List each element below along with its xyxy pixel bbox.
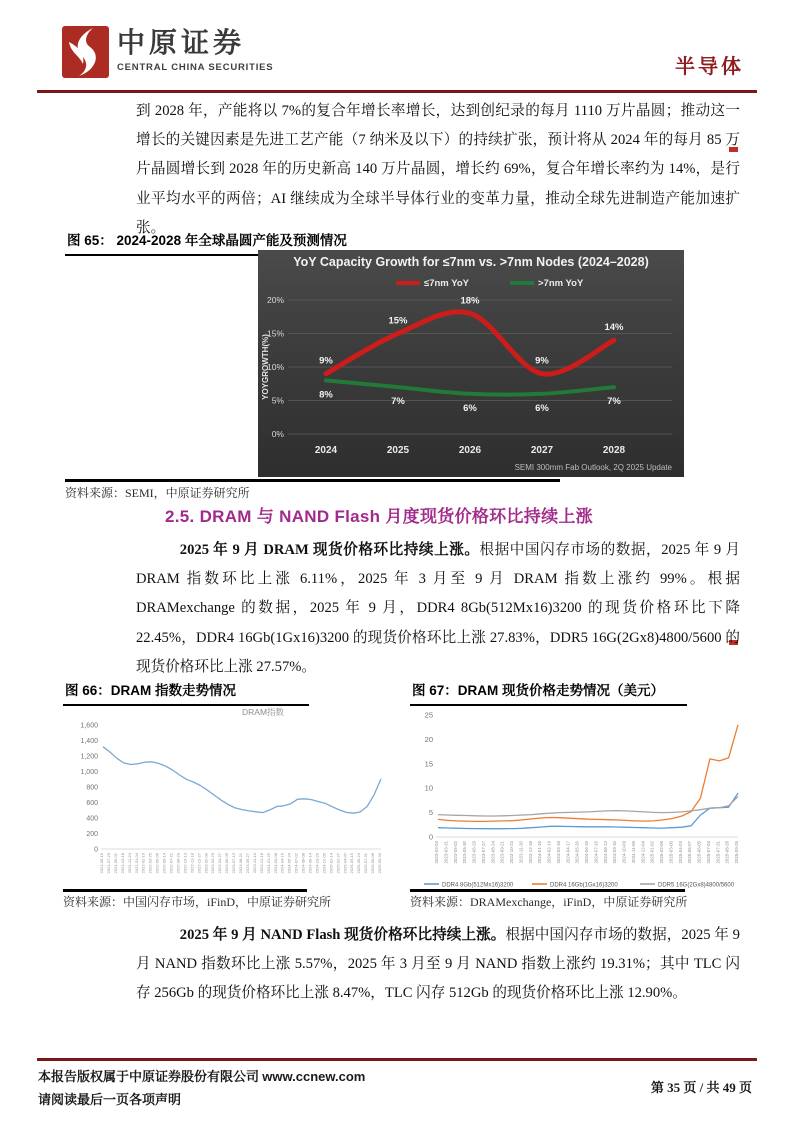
svg-text:SEMI 300mm Fab Outlook, 2Q 202: SEMI 300mm Fab Outlook, 2Q 2025 Update xyxy=(514,463,672,472)
nand-detail-text: 根据中国闪存市场的数据，2025 年 9 月 NAND 指数环比上涨 5.57%，2025 年 3 月至 9 月 NAND 指数上涨约 19.31%；其中 TLC 闪存 256Gb 的现货价格环比上涨 8.47%，TLC 闪存 512Gb 的现货价格环比上涨 12.90%。 xyxy=(136,927,740,1002)
svg-text:DDR5 16G(2Gx8)4800/5600: DDR5 16G(2Gx8)4800/5600 xyxy=(658,882,735,889)
yoy-capacity-growth-chart xyxy=(258,250,684,477)
svg-text:2024-01-25: 2024-01-25 xyxy=(265,853,271,874)
svg-text:2021-07-23: 2021-07-23 xyxy=(106,853,111,874)
svg-text:2023-06-06: 2023-06-06 xyxy=(224,853,230,874)
company-name-cn: 中原证券 xyxy=(117,28,246,59)
svg-text:2025-03-06: 2025-03-06 xyxy=(668,841,674,864)
svg-text:400: 400 xyxy=(86,815,98,823)
svg-text:2023-05-02: 2023-05-02 xyxy=(452,841,458,864)
svg-text:0%: 0% xyxy=(271,429,284,439)
svg-text:2023-08-24: 2023-08-24 xyxy=(490,841,496,864)
body-paragraph-dram xyxy=(136,536,740,682)
figure-67-bottom-rule xyxy=(410,889,685,892)
svg-text:2025-09-30: 2025-09-30 xyxy=(377,853,382,874)
svg-text:2023-03-31: 2023-03-31 xyxy=(443,841,449,864)
svg-text:2022-08-29: 2022-08-29 xyxy=(175,853,181,874)
figure-65-chart xyxy=(258,250,684,477)
svg-text:2025-07-31: 2025-07-31 xyxy=(363,853,369,874)
svg-text:18%: 18% xyxy=(460,295,480,307)
header-rule xyxy=(37,90,757,93)
svg-text:>7nm YoY: >7nm YoY xyxy=(538,278,584,289)
svg-text:1,200: 1,200 xyxy=(80,753,98,761)
svg-text:2024-10-09: 2024-10-09 xyxy=(621,841,627,864)
svg-text:2024: 2024 xyxy=(314,445,338,456)
footer-rule xyxy=(37,1058,757,1061)
svg-text:2025-01-14: 2025-01-14 xyxy=(328,853,334,874)
company-brand xyxy=(117,29,273,73)
svg-text:2025-05-15: 2025-05-15 xyxy=(349,853,355,874)
footer-disclaimer: 请阅读最后一页各项声明 xyxy=(38,1092,182,1107)
svg-text:2022-10-13: 2022-10-13 xyxy=(182,853,188,874)
svg-text:2024-10-29: 2024-10-29 xyxy=(314,853,320,874)
svg-text:15%: 15% xyxy=(388,315,408,327)
dram-index-chart xyxy=(63,703,385,887)
svg-text:2027: 2027 xyxy=(530,445,554,456)
svg-text:2023-03-03: 2023-03-03 xyxy=(434,841,439,864)
svg-text:10: 10 xyxy=(424,783,433,793)
svg-text:5%: 5% xyxy=(271,395,284,406)
svg-text:2024-03-18: 2024-03-18 xyxy=(555,841,561,864)
svg-text:7%: 7% xyxy=(391,396,405,408)
svg-text:YOYGROWTH(%): YOYGROWTH(%) xyxy=(261,334,270,400)
footer-copyright xyxy=(38,1066,365,1085)
svg-text:2023-11-20: 2023-11-20 xyxy=(518,841,524,864)
svg-text:2021-06-15: 2021-06-15 xyxy=(99,853,104,874)
svg-text:2022-03-25: 2022-03-25 xyxy=(147,853,153,874)
svg-text:2024-09-10: 2024-09-10 xyxy=(612,841,618,864)
svg-text:2023-08-21: 2023-08-21 xyxy=(238,853,243,874)
body-paragraph-capacity: 到 2028 年，产能将以 7%的复合年增长率增长，达到创纪录的每月 1110 万片晶圆；推动这一增长的关键因素是先进工艺产能（7 纳米及以下）的持续扩张，预计将从 2024 年的每月 85 万片晶圆增长到 2028 年的历史新高 140 万片晶圆，增长约 69%，复合年增长率约为 14%，是行业平均水平的两倍；AI 继续成为全球半导体行业的变革力量，推动全球先进制造产能加速扩张。 xyxy=(136,103,740,236)
svg-text:2025-06-05: 2025-06-05 xyxy=(696,841,702,864)
dram-lead-sentence: 2025 年 9 月 DRAM 现货价格环比持续上涨。 xyxy=(179,542,480,558)
svg-text:2025-07-03: 2025-07-03 xyxy=(705,841,711,864)
svg-text:9%: 9% xyxy=(319,355,333,367)
figure-66-source: 资料来源：中国闪存市场，iFinD，中原证券研究所 xyxy=(63,895,332,909)
svg-text:600: 600 xyxy=(86,800,98,807)
svg-text:2024-03-08: 2024-03-08 xyxy=(272,853,278,874)
svg-text:200: 200 xyxy=(86,831,98,838)
svg-text:2025-07-31: 2025-07-31 xyxy=(715,841,721,864)
svg-text:2024-05-20: 2024-05-20 xyxy=(574,841,580,864)
svg-text:1,400: 1,400 xyxy=(80,738,98,745)
svg-text:2025-02-27: 2025-02-27 xyxy=(335,853,341,874)
svg-text:2023-05-30: 2023-05-30 xyxy=(462,841,468,864)
svg-text:≤7nm YoY: ≤7nm YoY xyxy=(424,278,469,289)
svg-text:DDR4 8Gb(512Mx16)3200: DDR4 8Gb(512Mx16)3200 xyxy=(442,882,514,889)
figure-66-chart xyxy=(63,703,385,892)
svg-text:2024-01-16: 2024-01-16 xyxy=(537,841,543,864)
svg-text:0: 0 xyxy=(94,846,98,854)
svg-text:2023-12-18: 2023-12-18 xyxy=(258,853,264,874)
svg-text:6%: 6% xyxy=(535,402,549,414)
figure-65-bottom-rule xyxy=(65,479,560,482)
svg-text:10%: 10% xyxy=(266,362,284,372)
svg-text:2024-12-05: 2024-12-05 xyxy=(321,853,327,874)
svg-text:2025: 2025 xyxy=(386,445,410,456)
svg-text:6%: 6% xyxy=(463,402,477,414)
company-logo-icon xyxy=(62,26,109,78)
svg-text:2022-02-16: 2022-02-16 xyxy=(140,853,146,874)
svg-text:2024-11-06: 2024-11-06 xyxy=(630,841,636,864)
svg-text:14%: 14% xyxy=(604,322,624,334)
svg-text:2024-04-16: 2024-04-16 xyxy=(279,853,285,874)
svg-text:2023-10-23: 2023-10-23 xyxy=(509,841,514,864)
svg-text:2025-04-03: 2025-04-03 xyxy=(677,841,683,864)
svg-text:2023-04-27: 2023-04-27 xyxy=(217,853,223,874)
svg-text:2024-08-13: 2024-08-13 xyxy=(602,841,608,864)
company-name-en: CENTRAL CHINA SECURITIES xyxy=(117,62,274,73)
svg-text:2024-08-08: 2024-08-08 xyxy=(300,853,306,874)
svg-text:2022-07-21: 2022-07-21 xyxy=(168,853,174,874)
svg-text:2023-07-27: 2023-07-27 xyxy=(480,841,486,864)
svg-text:2025-04-07: 2025-04-07 xyxy=(342,853,348,874)
svg-text:2022-12-27: 2022-12-27 xyxy=(196,853,202,874)
svg-text:15%: 15% xyxy=(266,328,284,339)
svg-text:5: 5 xyxy=(428,808,433,818)
footer-url: www.ccnew.com xyxy=(262,1069,366,1084)
svg-text:2024-12-04: 2024-12-04 xyxy=(640,841,646,864)
svg-text:2023-07-13: 2023-07-13 xyxy=(231,853,237,874)
svg-text:2024-04-17: 2024-04-17 xyxy=(565,841,571,864)
figure-67-source: 资料来源：DRAMexchange，iFinD，中原证券研究所 xyxy=(410,895,688,909)
figure-66-bottom-rule xyxy=(63,889,307,892)
figure-65-source: 资料来源：SEMI，中原证券研究所 xyxy=(65,486,250,500)
svg-text:2023-12-18: 2023-12-18 xyxy=(527,841,533,864)
svg-text:YoY Capacity Growth for ≤7nm v: YoY Capacity Growth for ≤7nm vs. >7nm Nodes (2024–2028) xyxy=(293,255,649,269)
dram-detail-text: 根据中国闪存市场的数据，2025 年 9 月 DRAM 指数环比上涨 6.11%，2025 年 3 月至 9 月 DRAM 指数上涨约 99%。根据 DRAMexchange 的数据，2025 年 9 月，DDR4 8Gb(512Mx16)3200 的现货价格环比下降 22.45%，DDR4 16Gb(1Gx16)3200 的现货价格环比上涨 27.83%，DDR5 16G(2Gx8)4800/5600 的现货价格环比上涨 27.57%。 xyxy=(136,542,741,675)
svg-text:2024-07-02: 2024-07-02 xyxy=(293,853,299,874)
footer-copyright-text: 本报告版权属于中原证券股份有限公司 xyxy=(38,1069,260,1084)
svg-text:2023-11-10: 2023-11-10 xyxy=(251,853,257,874)
svg-text:2022-11-18: 2022-11-18 xyxy=(189,853,195,874)
svg-text:20: 20 xyxy=(424,734,433,744)
nand-lead-sentence: 2025 年 9 月 NAND Flash 现货价格环比持续上涨。 xyxy=(179,927,506,943)
svg-text:9%: 9% xyxy=(535,355,549,367)
svg-text:2025-05-07: 2025-05-07 xyxy=(687,841,693,864)
svg-text:2026: 2026 xyxy=(458,445,482,456)
figure-67-caption: 图 67：DRAM 现货价格走势情况（美元） xyxy=(410,679,687,706)
svg-text:8%: 8% xyxy=(319,389,333,401)
svg-text:2023-09-21: 2023-09-21 xyxy=(499,841,505,864)
svg-text:2024-07-16: 2024-07-16 xyxy=(593,841,599,864)
page-number: 第 35 页 / 共 49 页 xyxy=(650,1080,752,1095)
dram-spot-price-chart xyxy=(408,699,746,889)
svg-text:2022-05-06: 2022-05-06 xyxy=(154,853,160,874)
svg-text:2025-06-24: 2025-06-24 xyxy=(356,853,362,874)
body-paragraph-nand xyxy=(136,921,740,1009)
svg-text:DRAM指数: DRAM指数 xyxy=(242,707,285,717)
svg-text:15: 15 xyxy=(424,759,433,769)
svg-text:20%: 20% xyxy=(266,295,284,305)
svg-text:DDR4 16Gb(1Gx16)3200: DDR4 16Gb(1Gx16)3200 xyxy=(550,882,618,889)
svg-text:2021-09-01: 2021-09-01 xyxy=(112,853,118,874)
svg-text:2025-01-02: 2025-01-02 xyxy=(649,841,655,864)
svg-text:2022-06-14: 2022-06-14 xyxy=(161,853,167,874)
svg-text:2021-10-18: 2021-10-18 xyxy=(119,853,125,874)
svg-text:25: 25 xyxy=(424,710,433,720)
svg-text:2023-06-29: 2023-06-29 xyxy=(471,841,477,864)
svg-text:2024-09-14: 2024-09-14 xyxy=(307,853,313,874)
svg-text:2022-01-04: 2022-01-04 xyxy=(133,853,139,874)
svg-text:1,600: 1,600 xyxy=(80,722,98,730)
svg-text:2024-06-18: 2024-06-18 xyxy=(584,841,589,864)
svg-text:2024-02-19: 2024-02-19 xyxy=(546,841,552,864)
svg-text:2025-09-25: 2025-09-25 xyxy=(734,841,739,864)
svg-text:2028: 2028 xyxy=(602,445,626,456)
svg-text:0: 0 xyxy=(428,832,433,842)
figure-67-chart xyxy=(408,699,746,894)
svg-text:2021-11-24: 2021-11-24 xyxy=(126,853,132,874)
section-heading-2-5: 2.5. DRAM 与 NAND Flash 月度现货价格环比持续上涨 xyxy=(165,507,593,526)
svg-text:2023-03-20: 2023-03-20 xyxy=(210,853,216,874)
svg-text:7%: 7% xyxy=(607,396,621,408)
svg-text:2025-09-08: 2025-09-08 xyxy=(370,853,376,874)
figure-66-caption: 图 66：DRAM 指数走势情况 xyxy=(63,679,309,706)
svg-text:2025-08-28: 2025-08-28 xyxy=(724,841,730,864)
report-category: 半导体 xyxy=(675,56,744,78)
svg-text:2024-05-24: 2024-05-24 xyxy=(286,853,292,874)
svg-text:800: 800 xyxy=(86,784,98,792)
svg-text:1,000: 1,000 xyxy=(80,769,98,776)
svg-text:2023-02-09: 2023-02-09 xyxy=(203,853,209,874)
svg-text:2023-09-27: 2023-09-27 xyxy=(244,853,250,874)
svg-text:2025-02-06: 2025-02-06 xyxy=(659,841,664,864)
figure-65-caption: 图 65： 2024-2028 年全球晶圆产能及预测情况 xyxy=(65,229,562,256)
